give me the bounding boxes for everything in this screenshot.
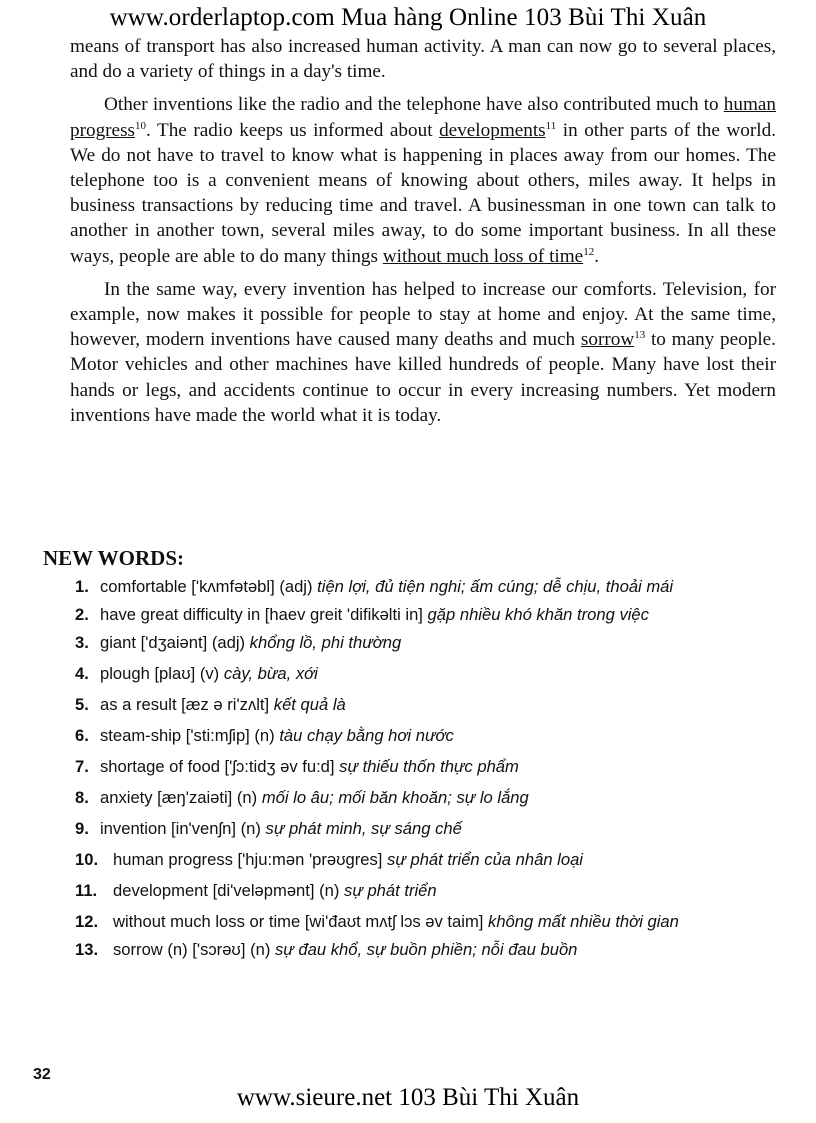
word-item	[75, 880, 775, 902]
word-number: 8.	[75, 788, 89, 807]
word-meaning: tàu chạy bằng hơi nước	[279, 726, 454, 745]
word-term: have great difficulty in [haev greit 'difikəlti in]	[100, 605, 423, 624]
word-item	[75, 632, 775, 654]
underlined-term: sorrow	[580, 329, 635, 351]
word-term: as a result [æz ə ri'zʌlt]	[100, 695, 270, 714]
word-meaning: tiện lợi, đủ tiện nghi; ấm cúng; dễ chịu, thoải mái	[317, 577, 674, 596]
word-item	[75, 939, 775, 961]
word-meaning: sự đau khổ, sự buồn phiền; nỗi đau buồn	[274, 940, 578, 959]
text-run: . The radio keeps us informed about	[146, 119, 440, 141]
word-term: giant ['dʒaiənt] (adj)	[100, 633, 246, 652]
word-term: steam-ship ['sti:mʃip] (n)	[100, 726, 275, 745]
text-run: in other parts of the world. We do not have to travel to know what is happening in places away from our homes. The telephone too is a convenient means of knowing about others, miles away. It helps in business transactions by reducing time and travel. A businessman in one town can talk to another in another town, several miles away, to do some important business. In all these ways, people are able to do many things	[70, 119, 776, 267]
word-term: without much loss or time [wi'đaʊt mʌtʃ lɔs əv taim]	[113, 912, 484, 931]
body-text	[70, 34, 776, 428]
word-item	[75, 725, 775, 747]
word-meaning: sự thiếu thốn thực phẩm	[339, 757, 519, 776]
word-number: 10.	[75, 850, 99, 869]
word-meaning: cày, bừa, xới	[223, 664, 318, 683]
word-meaning: gặp nhiều khó khăn trong việc	[427, 605, 649, 624]
footnote-ref: 12	[583, 245, 595, 258]
paragraph-3	[70, 277, 776, 428]
word-number: 11.	[75, 881, 98, 900]
word-number: 3.	[75, 633, 89, 652]
word-item	[75, 604, 775, 626]
word-item	[75, 911, 775, 933]
underlined-term: without much loss of time	[382, 245, 584, 267]
word-term: plough [plaʊ] (v)	[100, 664, 220, 683]
word-item	[75, 694, 775, 716]
word-term: sorrow (n) ['sɔrəʊ] (n)	[113, 940, 271, 959]
word-term: shortage of food ['ʃɔ:tidʒ əv fu:d]	[100, 757, 335, 776]
underlined-term: developments	[439, 119, 546, 141]
new-words-heading: NEW WORDS:	[43, 546, 185, 570]
word-number: 6.	[75, 726, 89, 745]
word-meaning: không mất nhiều thời gian	[488, 912, 679, 931]
text-run: .	[594, 245, 599, 267]
word-number: 9.	[75, 819, 89, 838]
word-meaning: mối lo âu; mối băn khoăn; sự lo lắng	[261, 788, 529, 807]
header-watermark: www.orderlaptop.com Mua hàng Online 103 Bùi Thi Xuân	[109, 4, 707, 31]
text-run: Other inventions like the radio and the telephone have also contributed much to	[104, 94, 724, 116]
word-number: 7.	[75, 757, 89, 776]
paragraph-2	[70, 92, 776, 268]
word-term: human progress ['hju:mən 'prəʊgres]	[113, 850, 383, 869]
word-meaning: sự phát minh, sự sáng chế	[265, 819, 462, 838]
footnote-ref: 11	[545, 119, 557, 132]
word-number: 2.	[75, 605, 89, 624]
word-term: anxiety [æŋ'zaiəti] (n)	[100, 788, 258, 807]
word-item	[75, 849, 775, 871]
word-meaning: kết quả là	[273, 695, 346, 714]
word-meaning: khổng lồ, phi thường	[249, 633, 402, 652]
word-term: invention [in'venʃn] (n)	[100, 819, 261, 838]
footer-watermark: www.sieure.net 103 Bùi Thi Xuân	[236, 1084, 580, 1111]
page-number: 32	[33, 1066, 51, 1083]
word-meaning: sự phát triển của nhân loại	[387, 850, 583, 869]
word-item	[75, 787, 775, 809]
word-number: 13.	[75, 940, 99, 959]
text-run: In the same way, every invention has helped to increase our comforts. Television, for example, now makes it possible for people to stay at home and enjoy. At the same time, however, modern inventions have caused many deaths and much	[70, 278, 776, 351]
word-meaning: sự phát triển	[344, 881, 437, 900]
word-term: comfortable ['kʌmfətəbl] (adj)	[100, 577, 313, 596]
word-item	[75, 663, 775, 685]
word-term: development [di'veləpmənt] (n)	[113, 881, 340, 900]
text-run: to many people. Motor vehicles and other machines have killed hundreds of people. Many have lost their hands or legs, and accidents continue to occur in every increasing numbers. Yet modern inventions have made the world what it is today.	[70, 329, 776, 426]
underlined-term: human progress	[70, 94, 776, 141]
footnote-ref: 10	[135, 119, 147, 132]
new-words-list	[75, 576, 775, 970]
word-number: 4.	[75, 664, 89, 683]
word-number: 1.	[75, 577, 89, 596]
word-item	[75, 818, 775, 840]
footnote-ref: 13	[634, 329, 646, 342]
word-number: 12.	[75, 912, 99, 931]
paragraph-1: means of transport has also increased human activity. A man can now go to several places, and do a variety of things in a day's time.	[70, 36, 776, 83]
word-number: 5.	[75, 695, 89, 714]
word-item	[75, 576, 775, 598]
word-item	[75, 756, 775, 778]
